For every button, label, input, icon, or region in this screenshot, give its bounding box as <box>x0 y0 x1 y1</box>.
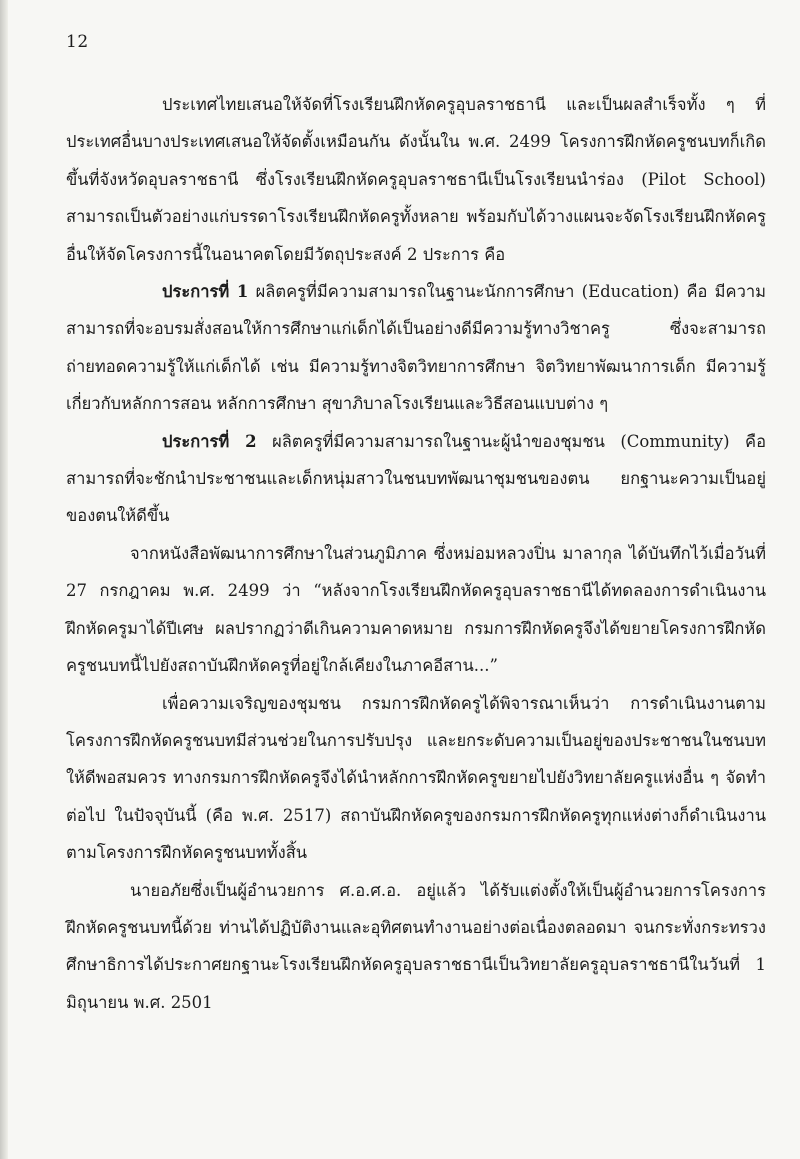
paragraph-text: ผลิตครูที่มีความสามารถในฐานะผู้นำของชุมชน (Community) คือสามารถที่จะชักนำประชาชนและเด็กหนุ่มสาวในชนบทพัฒนาชุมชนของตน ยกฐานะความเป็นอยู่ของตนให้ดีขึ้น <box>66 431 766 526</box>
paragraph-2 <box>66 273 766 423</box>
paragraph-text: นายอภัยซึ่งเป็นผู้อำนวยการ ศ.อ.ศ.อ. อยู่แล้ว ได้รับแต่งตั้งให้เป็นผู้อำนวยการโครงการฝึกหัดครูชนบทนี้ด้วย ท่านได้ปฏิบัติงานและอุทิศตนทำงานอย่างต่อเนื่องตลอดมา จนกระทั่งกระทรวงศึกษาธิการได้ประกาศยกฐานะโรงเรียนฝึกหัดครูอุบลราชธานีเป็นวิทยาลัยครูอุบลราชธานีในวันที่ 1 มิถุนายน พ.ศ. 2501 <box>66 880 766 1012</box>
paragraph-5 <box>66 685 766 872</box>
section-heading: ประการที่ 1 <box>162 282 249 302</box>
paragraph-text: จากหนังสือพัฒนาการศึกษาในส่วนภูมิภาค ซึ่งหม่อมหลวงปิ่น มาลากุล ได้บันทึกไว้เมื่อวันที่ 27 กรกฎาคม พ.ศ. 2499 ว่า “หลังจากโรงเรียนฝึกหัดครูอุบลราชธานีได้ทดลองการดำเนินงานฝึกหัดครูมาได้ปีเศษ ผลปรากฏว่าดีเกินความคาดหมาย กรมการฝึกหัดครูจึงได้ขยายโครงการฝึกหัดครูชนบทนี้ไปยังสถาบันฝึกหัดครูที่อยู่ใกล้เคียงในภาคอีสาน...” <box>66 543 766 676</box>
document-body <box>66 86 766 1021</box>
paragraph-text: ผลิตครูที่มีความสามารถในฐานะนักการศึกษา (Education) คือ มีความสามารถที่จะอบรมสั่งสอนให้การศึกษาแก่เด็กได้เป็นอย่างดีมีความรู้ทางวิชาครู ซึ่งจะสามารถถ่ายทอดความรู้ให้แก่เด็กได้ เช่น มีความรู้ทางจิตวิทยาการศึกษา จิตวิทยาพัฒนาการเด็ก มีความรู้เกี่ยวกับหลักการสอน หลักการศึกษา สุขาภิบาลโรงเรียนและวิธีสอนแบบต่าง ๆ <box>66 282 767 414</box>
paragraph-3 <box>66 423 766 535</box>
paragraph-6 <box>66 872 766 1022</box>
paragraph-text: เพื่อความเจริญของชุมชน กรมการฝึกหัดครูได้พิจารณาเห็นว่า การดำเนินงานตามโครงการฝึกหัดครูชนบทมีส่วนช่วยในการปรับปรุง และยกระดับความเป็นอยู่ของประชาชนในชนบทให้ดีพอสมควร ทางกรมการฝึกหัดครูจึงได้นำหลักการฝึกหัดครูขยายไปยังวิทยาลัยครูแห่งอื่น ๆ จัดทำต่อไป ในปัจจุบันนี้ (คือ พ.ศ. 2517) สถาบันฝึกหัดครูของกรมการฝึกหัดครูทุกแห่งต่างก็ดำเนินงานตามโครงการฝึกหัดครูชนบททั้งสิ้น <box>66 693 766 863</box>
paragraph-1 <box>66 86 766 273</box>
paragraph-4 <box>66 535 766 685</box>
page-number: 12 <box>66 32 89 52</box>
section-heading: ประการที่ 2 <box>162 431 257 451</box>
paragraph-text: ประเทศไทยเสนอให้จัดที่โรงเรียนฝึกหัดครูอุบลราชธานี และเป็นผลสำเร็จทั้ง ๆ ที่ประเทศอื่นบางประเทศเสนอให้จัดตั้งเหมือนกัน ดังนั้นใน พ.ศ. 2499 โครงการฝึกหัดครูชนบทก็เกิดขึ้นที่จังหวัดอุบลราชธานี ซึ่งโรงเรียนฝึกหัดครูอุบลราชธานีเป็นโรงเรียนนำร่อง (Pilot School) สามารถเป็นตัวอย่างแก่บรรดาโรงเรียนฝึกหัดครูทั้งหลาย พร้อมกับได้วางแผนจะจัดโรงเรียนฝึกหัดครูอื่นให้จัดโครงการนี้ในอนาคตโดยมีวัตถุประสงค์ 2 ประการ คือ <box>66 95 766 264</box>
page-edge-shadow <box>0 0 8 1159</box>
